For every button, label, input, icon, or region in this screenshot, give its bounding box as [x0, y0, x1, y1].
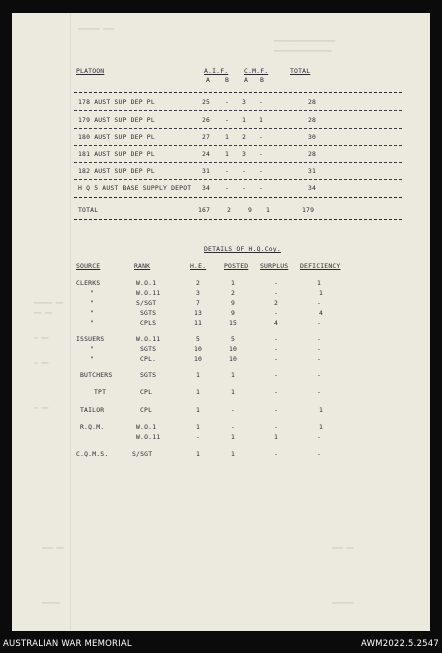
source-cell: " [90, 345, 95, 353]
source-cell: CLERKS [76, 279, 101, 287]
details-header-source: SOURCE [76, 262, 101, 270]
aif-b-value: - [225, 184, 230, 192]
he-cell: 1 [196, 423, 201, 431]
aif-b-value: - [225, 98, 230, 106]
posted-cell: 10 [229, 345, 238, 353]
total-value: 28 [308, 98, 317, 106]
cmf-b-total: 1 [266, 206, 271, 214]
source-cell: R.Q.M. [80, 423, 105, 431]
table-rule [74, 197, 402, 198]
surplus-cell: - [274, 423, 279, 431]
details-header-deficiency: DEFICIENCY [300, 262, 341, 270]
posted-cell: 15 [229, 319, 238, 327]
subheader-b: B [260, 76, 265, 84]
he-cell: 1 [196, 406, 201, 414]
cmf-b-value: - [259, 150, 264, 158]
platoon-name: 181 AUST SUP DEP PL [78, 150, 155, 158]
source-cell: " [90, 299, 95, 307]
platoon-name: 179 AUST SUP DEP PL [78, 116, 155, 124]
he-cell: 10 [194, 345, 203, 353]
header-aif: A.I.F. [204, 67, 229, 75]
table-rule [74, 179, 402, 180]
aif-a-value: 27 [202, 133, 211, 141]
he-cell: - [196, 433, 201, 441]
deficiency-cell: - [317, 371, 322, 379]
details-header-surplus: SURPLUS [260, 262, 289, 270]
aif-a-total: 167 [198, 206, 211, 214]
posted-cell: 1 [231, 279, 236, 287]
bleed-through-text: ▔▔▔▔▔ ▔▔ [34, 303, 63, 310]
cmf-a-value: 3 [242, 150, 247, 158]
aif-b-total: 2 [227, 206, 232, 214]
source-cell: ISSUERS [76, 335, 105, 343]
he-cell: 7 [196, 299, 201, 307]
he-cell: 1 [196, 450, 201, 458]
posted-cell: 1 [231, 450, 236, 458]
surplus-cell: - [274, 335, 279, 343]
subheader-a: A [244, 76, 249, 84]
cmf-a-value: - [242, 167, 247, 175]
deficiency-cell: 1 [319, 406, 324, 414]
rank-cell: S/SGT [132, 450, 153, 458]
total-label: TOTAL [78, 206, 99, 214]
total-value: 34 [308, 184, 317, 192]
surplus-cell: - [274, 388, 279, 396]
surplus-cell: - [274, 406, 279, 414]
header-platoon: PLATOON [76, 67, 105, 75]
rank-cell: S/SGT [136, 299, 157, 307]
rank-cell: SGTS [140, 345, 157, 353]
deficiency-cell: - [317, 335, 322, 343]
cmf-a-total: 9 [248, 206, 253, 214]
bleed-through-text: ▔ ▔▔ [34, 363, 49, 370]
surplus-cell: - [274, 450, 279, 458]
deficiency-cell: - [317, 299, 322, 307]
table-rule [74, 145, 402, 146]
he-cell: 5 [196, 335, 201, 343]
deficiency-cell: - [317, 355, 322, 363]
source-cell: TAILOR [80, 406, 105, 414]
he-cell: 13 [194, 309, 203, 317]
cmf-b-value: - [259, 184, 264, 192]
surplus-cell: - [274, 309, 279, 317]
deficiency-cell: - [317, 388, 322, 396]
deficiency-cell: 1 [317, 279, 322, 287]
aif-a-value: 26 [202, 116, 211, 124]
rank-cell: CPL. [140, 355, 157, 363]
platoon-name: 182 AUST SUP DEP PL [78, 167, 155, 175]
source-cell: " [90, 355, 95, 363]
deficiency-cell: 4 [319, 309, 324, 317]
he-cell: 1 [196, 371, 201, 379]
platoon-name: H Q 5 AUST BASE SUPPLY DEPOT [78, 184, 192, 192]
aif-b-value: 1 [225, 150, 230, 158]
posted-cell: 1 [231, 371, 236, 379]
header-total: TOTAL [290, 67, 311, 75]
aif-b-value: - [225, 167, 230, 175]
cmf-b-value: - [259, 98, 264, 106]
surplus-cell: - [274, 345, 279, 353]
rank-cell: CPL [140, 406, 153, 414]
total-value: 28 [308, 116, 317, 124]
bleed-through-text: ▔▔▔▔▔▔▔▔▔▔▔▔▔▔▔▔▔ [274, 41, 336, 48]
cmf-b-value: - [259, 133, 264, 141]
he-cell: 10 [194, 355, 203, 363]
deficiency-cell: 1 [319, 289, 324, 297]
source-cell: C.Q.M.S. [76, 450, 109, 458]
table-rule [74, 162, 402, 163]
he-cell: 2 [196, 279, 201, 287]
aif-b-value: 1 [225, 133, 230, 141]
details-title: DETAILS OF H.Q.Coy. [204, 245, 281, 253]
deficiency-cell: - [317, 319, 322, 327]
source-cell: " [90, 309, 95, 317]
posted-cell: 10 [229, 355, 238, 363]
deficiency-cell: - [317, 345, 322, 353]
source-cell: TPT [94, 388, 107, 396]
details-header-he: H.E. [190, 262, 207, 270]
rank-cell: W.O.11 [136, 433, 161, 441]
rank-cell: SGTS [140, 371, 157, 379]
rank-cell: SGTS [140, 309, 157, 317]
posted-cell: 9 [231, 299, 236, 307]
rank-cell: W.O.1 [136, 279, 157, 287]
table-rule [74, 110, 402, 111]
aif-a-value: 34 [202, 184, 211, 192]
surplus-cell: 2 [274, 299, 279, 307]
he-cell: 1 [196, 388, 201, 396]
details-header-posted: POSTED [224, 262, 249, 270]
posted-cell: 9 [231, 309, 236, 317]
cmf-a-value: 1 [242, 116, 247, 124]
bleed-through-text: ▔▔▔▔▔▔ [332, 603, 354, 610]
posted-cell: - [231, 423, 236, 431]
posted-cell: 2 [231, 289, 236, 297]
surplus-cell: 4 [274, 319, 279, 327]
cmf-a-value: 3 [242, 98, 247, 106]
aif-a-value: 25 [202, 98, 211, 106]
document-page [12, 13, 430, 631]
rank-cell: W.O.1 [136, 423, 157, 431]
subheader-b: B [225, 76, 230, 84]
surplus-cell: 1 [274, 433, 279, 441]
table-rule [74, 219, 402, 220]
rank-cell: CPL [140, 388, 153, 396]
total-value: 28 [308, 150, 317, 158]
bleed-through-text: ▔▔ ▔▔ [34, 313, 53, 320]
bleed-through-text: ▔▔▔ ▔▔ [42, 548, 64, 555]
archive-reference: AWM2022.5.2547 [361, 639, 439, 649]
table-rule [74, 128, 402, 129]
bleed-through-text: ▔▔▔▔▔ [42, 603, 61, 610]
posted-cell: - [231, 406, 236, 414]
he-cell: 11 [194, 319, 203, 327]
grand-total: 179 [302, 206, 315, 214]
deficiency-cell: 1 [319, 423, 324, 431]
surplus-cell: - [274, 355, 279, 363]
rank-cell: W.O.11 [136, 289, 161, 297]
platoon-name: 178 AUST SUP DEP PL [78, 98, 155, 106]
archive-credit: AUSTRALIAN WAR MEMORIAL [3, 639, 132, 649]
source-cell: " [90, 289, 95, 297]
subheader-a: A [206, 76, 211, 84]
cmf-a-value: 2 [242, 133, 247, 141]
source-cell: " [90, 319, 95, 327]
header-cmf: C.M.F. [244, 67, 269, 75]
rank-cell: CPLS [140, 319, 157, 327]
aif-b-value: - [225, 116, 230, 124]
bleed-through-text: ▔▔▔ ▔▔ [332, 548, 354, 555]
details-header-rank: RANK [134, 262, 151, 270]
total-value: 30 [308, 133, 317, 141]
he-cell: 3 [196, 289, 201, 297]
posted-cell: 5 [231, 335, 236, 343]
posted-cell: 1 [231, 388, 236, 396]
bleed-through-text: ▔ ▔▔ [34, 338, 49, 345]
table-rule [74, 92, 402, 93]
aif-a-value: 31 [202, 167, 211, 175]
bleed-through-text: ▔▔▔▔▔▔ ▔▔▔ [78, 29, 115, 36]
deficiency-cell: - [317, 450, 322, 458]
total-value: 31 [308, 167, 317, 175]
surplus-cell: - [274, 289, 279, 297]
bleed-through-text: ▔▔▔▔▔▔▔▔▔▔▔▔▔▔▔▔ [274, 51, 332, 58]
source-cell: BUTCHERS [80, 371, 113, 379]
posted-cell: 1 [231, 433, 236, 441]
aif-a-value: 24 [202, 150, 211, 158]
cmf-a-value: - [242, 184, 247, 192]
deficiency-cell: - [317, 433, 322, 441]
cmf-b-value: - [259, 167, 264, 175]
cmf-b-value: 1 [259, 116, 264, 124]
bleed-through-text: ▔ ▔▔ [34, 408, 49, 415]
platoon-name: 180 AUST SUP DEP PL [78, 133, 155, 141]
surplus-cell: - [274, 371, 279, 379]
surplus-cell: - [274, 279, 279, 287]
rank-cell: W.O.11 [136, 335, 161, 343]
